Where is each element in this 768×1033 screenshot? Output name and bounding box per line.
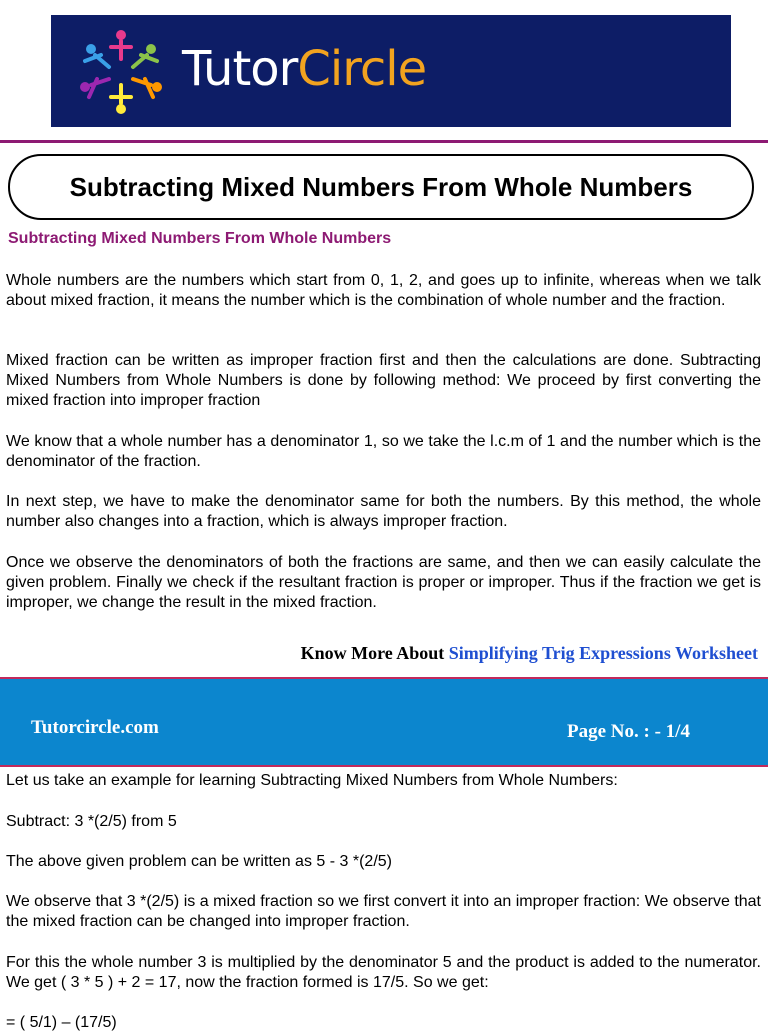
footer-site[interactable]: Tutorcircle.com bbox=[31, 717, 159, 738]
paragraph-4: In next step, we have to make the denominator same for both the numbers. By this method, the whole number also changes into a fraction, which is always improper fraction. bbox=[6, 493, 761, 531]
logo-wordmark: TutorCircle bbox=[182, 41, 427, 97]
example-multiply: For this the whole number 3 is multiplied by the denominator 5 and the product is added to the numerator. We get ( 3 * 5 ) + 2 = 17, now the fraction formed is 17/5. So we get: bbox=[6, 954, 761, 992]
paragraph-1: Whole numbers are the numbers which start from 0, 1, 2, and goes up to infinite, whereas when we talk about mixed fraction, it means the number which is the combination of whole number and the fraction. bbox=[6, 272, 761, 310]
example-equation: = ( 5/1) – (17/5) bbox=[6, 1014, 117, 1031]
page-title: Subtracting Mixed Numbers From Whole Numbers bbox=[69, 171, 693, 202]
top-divider bbox=[0, 140, 768, 143]
header-banner bbox=[51, 15, 731, 127]
page-footer bbox=[0, 677, 768, 767]
title-box bbox=[8, 154, 754, 220]
example-intro: Let us take an example for learning Subtracting Mixed Numbers from Whole Numbers: bbox=[6, 772, 618, 789]
example-problem: Subtract: 3 *(2/5) from 5 bbox=[6, 813, 177, 830]
tutorcircle-logo-icon bbox=[73, 25, 169, 117]
paragraph-5: Once we observe the denominators of both the fractions are same, and then we can easily calculate the given problem. Finally we check if the resultant fraction is proper or improper. Thus if the fraction we get is improper, we change the result in the mixed fraction. bbox=[6, 554, 761, 612]
know-more bbox=[301, 643, 758, 664]
know-more-link[interactable]: Simplifying Trig Expressions Worksheet bbox=[448, 643, 758, 663]
know-more-prefix: Know More About bbox=[300, 643, 449, 663]
paragraph-3: We know that a whole number has a denominator 1, so we take the l.c.m of 1 and the number which is the denominator of the fraction. bbox=[6, 433, 761, 471]
paragraph-2: Mixed fraction can be written as improper fraction first and then the calculations are done. Subtracting Mixed Numbers from Whole Numbers is done by following method: We proceed by first converting the mixed fraction into improper fraction bbox=[6, 352, 761, 410]
footer-page-number: Page No. : - 1/4 bbox=[567, 721, 690, 742]
example-rewrite: The above given problem can be written as 5 - 3 *(2/5) bbox=[6, 853, 392, 870]
section-subtitle: Subtracting Mixed Numbers From Whole Numbers bbox=[8, 230, 392, 247]
example-observe: We observe that 3 *(2/5) is a mixed fraction so we first convert it into an improper fraction: We observe that the mixed fraction can be changed into improper fraction. bbox=[6, 893, 761, 931]
